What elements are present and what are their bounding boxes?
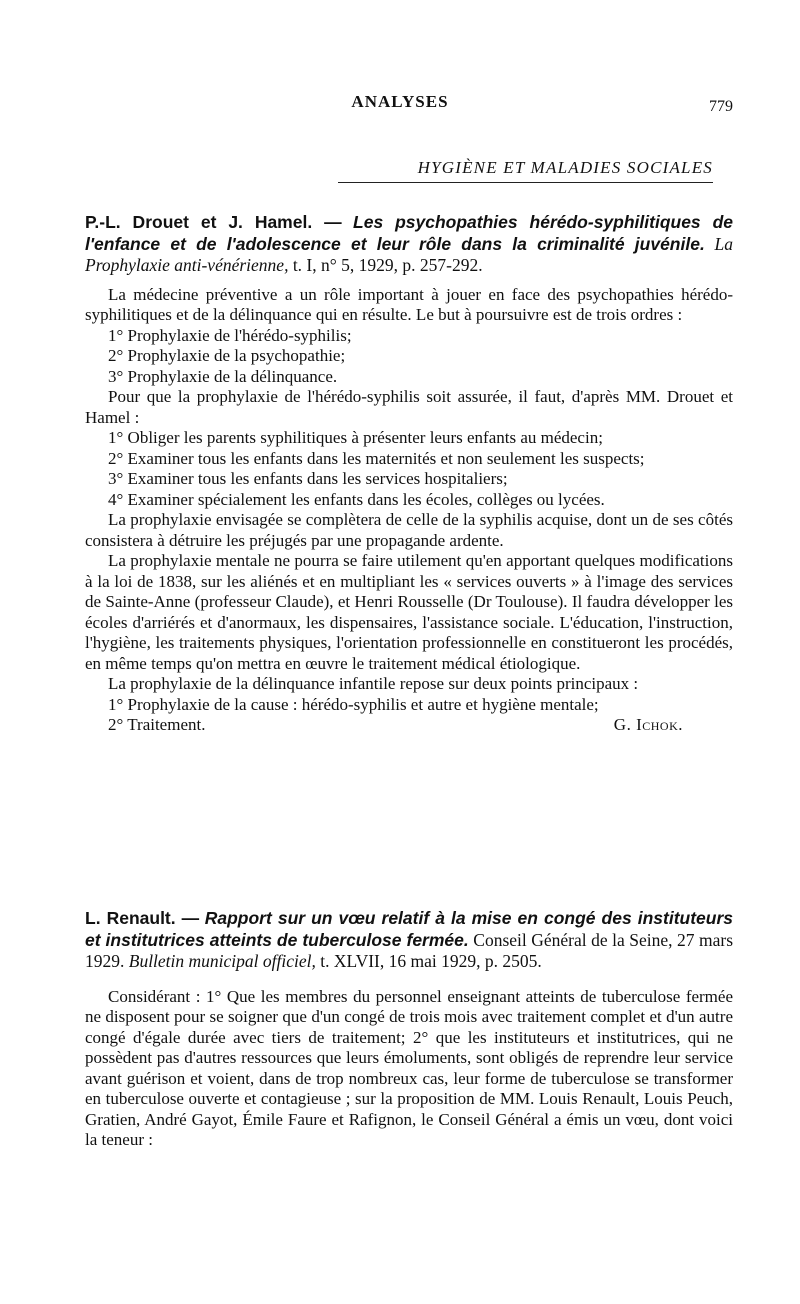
article-2-citation <box>85 908 733 973</box>
list-item: 1° Prophylaxie de l'hérédo-syphilis; <box>108 325 352 345</box>
paragraph: La prophylaxie mentale ne pourra se faire utilement qu'en apportant quelques modifications à la loi de 1838, sur les aliénés et en multipliant les « services ouverts » à l'image des services de Sainte-Anne (professeur Claude), et Henri Rousselle (Dr Toulouse). Il faudra développer les écoles d'arriérés et d'anormaux, les dispensaires, l'assistance sociale. L'éducation, l'instruction, l'hygiène, les traitements physiques, l'orientation professionnelle en constitueront les procédés, en même temps qu'on mettra en œuvre le traitement médical étiologique. <box>85 551 733 673</box>
signature: G. Ichok. <box>613 715 683 734</box>
article-1-journal: La Prophylaxie anti-vénérienne, <box>85 233 733 275</box>
article-2-journal: Bulletin municipal officiel, <box>128 951 316 971</box>
article-2 <box>85 908 733 1151</box>
article-1-ref: t. I, n° 5, 1929, p. 257-292. <box>292 255 483 275</box>
paragraph: Pour que la prophylaxie de l'hérédo-syphilis soit assurée, il faut, d'après MM. Drouet et Hamel : <box>85 387 733 427</box>
list-item: 1° Prophylaxie de la cause : hérédo-syphilis et autre et hygiène mentale; <box>108 694 599 714</box>
article-1 <box>85 212 733 736</box>
list-item: 4° Examiner spécialement les enfants dans les écoles, collèges ou lycées. <box>108 489 605 509</box>
article-2-source: Conseil Général de la Seine, 27 mars 1929. <box>85 929 733 971</box>
page-header <box>0 92 800 122</box>
paragraph: La prophylaxie envisagée se complètera de celle de la syphilis acquise, dont un de ses côtés consistera à détruire les préjugés par une propagande ardente. <box>85 510 733 550</box>
running-title: ANALYSES <box>351 92 449 111</box>
article-1-title: Les psychopathies hérédo-syphilitiques de l'enfance et de l'adolescence et leur rôle dans la criminalité juvénile. <box>85 212 733 254</box>
article-1-citation <box>85 212 733 277</box>
list-item: 1° Obliger les parents syphilitiques à présenter leurs enfants au médecin; <box>108 428 603 447</box>
article-2-title: Rapport sur un vœu relatif à la mise en congé des instituteurs et institutrices atteints de tuberculose fermée. <box>85 908 734 950</box>
final-line <box>85 715 733 736</box>
list-item: 3° Prophylaxie de la délinquance. <box>108 366 338 386</box>
list-item: 2° Prophylaxie de la psychopathie; <box>108 346 346 365</box>
list-item: 2° Traitement. <box>108 715 206 734</box>
section-rule <box>338 182 713 183</box>
list-item: 3° Examiner tous les enfants dans les services hospitaliers; <box>108 469 508 488</box>
paragraph: Considérant : 1° Que les membres du personnel enseignant atteints de tuberculose fermée ne disposent pour se soigner que d'un congé de trois mois avec traitement complet et d'un autre congé d'égale durée avec tiers de traitement; 2° que les instituteurs et institutrices, qui ne possèdent pas d'autres ressources que leurs émoluments, sont obligés de reprendre leur service avant guérison et voient, dans de trop nombreux cas, leur forme de tuberculose se transformer en tuberculose ouverte et contagieuse ; sur la proposition de MM. Louis Renault, Louis Peuch, Gratien, André Gayot, Émile Faure et Rafignon, le Conseil Général a émis un vœu, dont voici la teneur : <box>85 986 733 1149</box>
section-heading: HYGIÈNE ET MALADIES SOCIALES <box>417 158 713 177</box>
article-2-authors: L. Renault. — <box>85 908 200 928</box>
page-number: 779 <box>709 98 733 115</box>
article-2-ref: t. XLVII, 16 mai 1929, p. 2505. <box>320 951 542 971</box>
article-1-authors: P.-L. Drouet et J. Hamel. — <box>85 212 342 232</box>
paragraph: La médecine préventive a un rôle important à jouer en face des psychopathies hérédo-syphilitiques et de la délinquance qui en résulte. Le but à poursuivre est de trois ordres : <box>85 284 733 324</box>
paragraph: La prophylaxie de la délinquance infantile repose sur deux points principaux : <box>108 674 639 693</box>
list-item: 2° Examiner tous les enfants dans les maternités et non seulement les suspects; <box>108 448 645 468</box>
